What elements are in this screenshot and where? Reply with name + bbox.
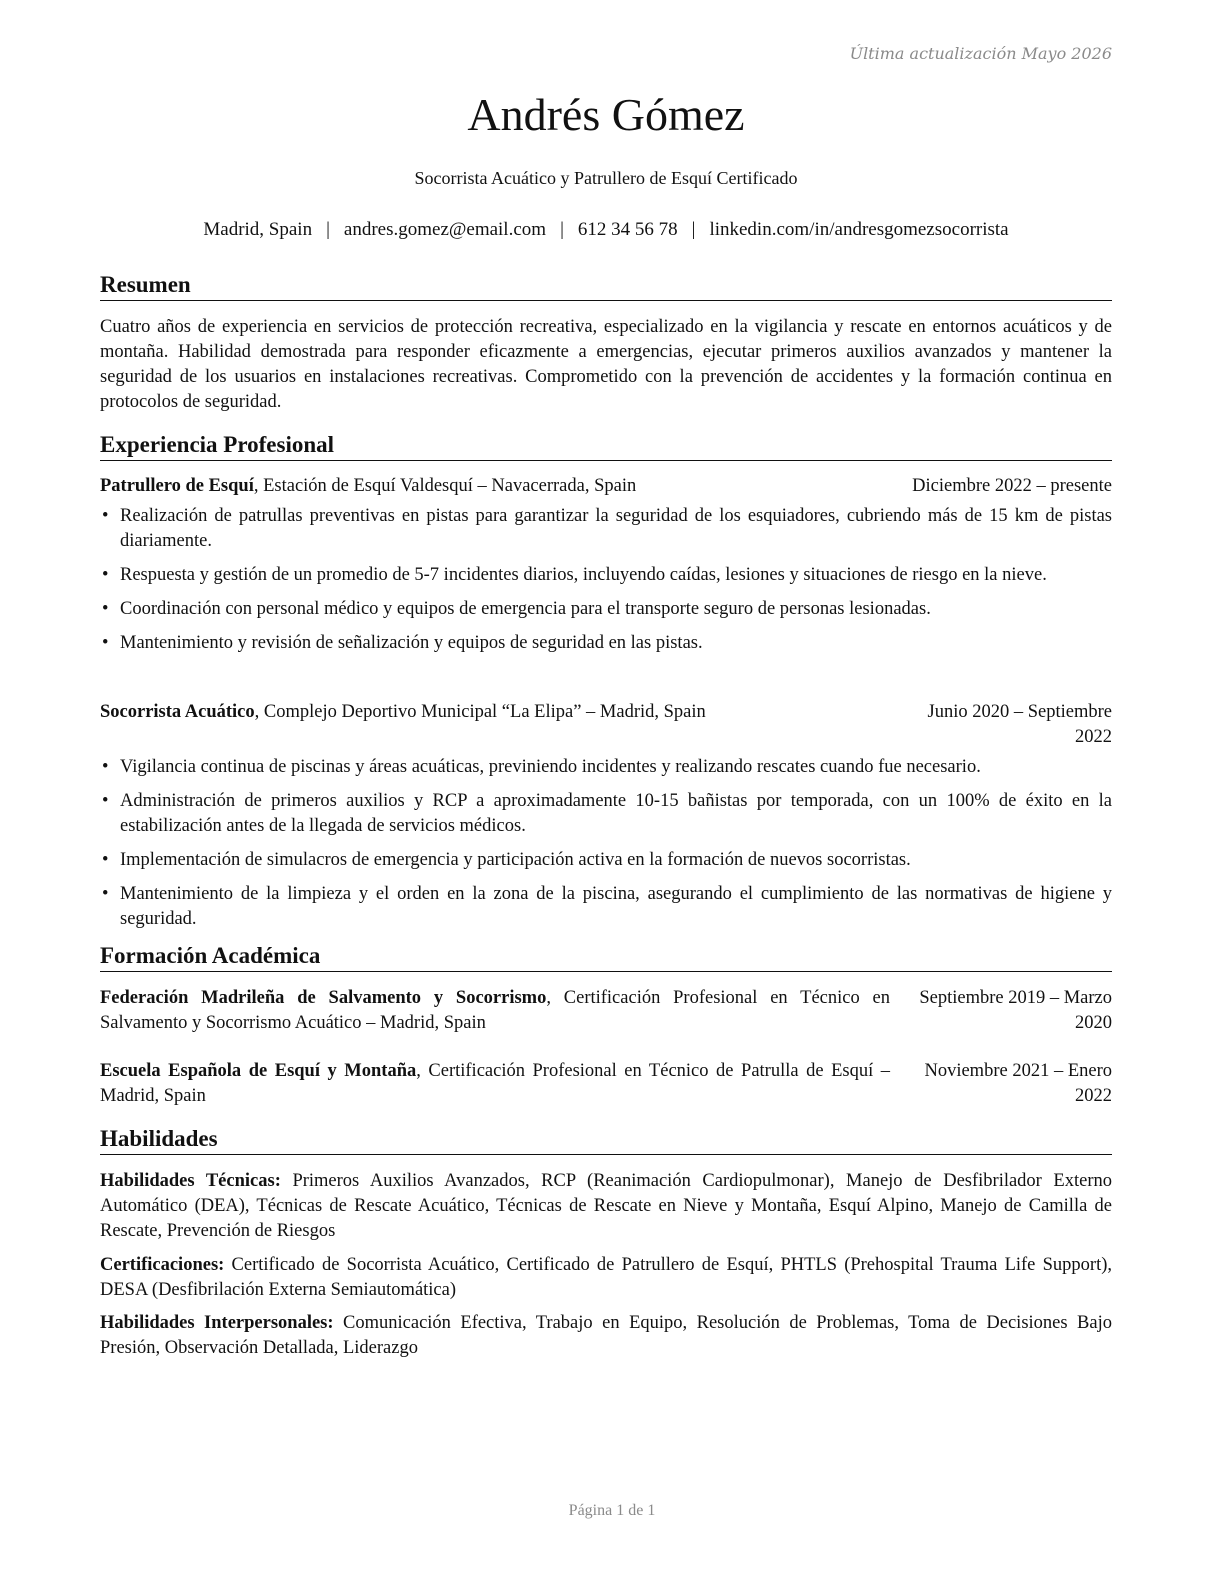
headline: Socorrista Acuático y Patrullero de Esquí Certificado: [414, 168, 798, 188]
bullet-item: • Respuesta y gestión de un promedio de 5-7 incidentes diarios, incluyendo caídas, lesiones y situaciones de riesgo en la nieve.: [100, 563, 1112, 588]
education-dates-end: 2022: [1075, 1086, 1112, 1106]
section-title-skills: Habilidades: [100, 1124, 1112, 1155]
job-role: Socorrista Acuático: [100, 702, 255, 722]
skills-text: Certificado de Socorrista Acuático, Certificado de Patrullero de Esquí, PHTLS (Prehospital Trauma Life Support), DESA (Desfibrilación Externa Semiautomática): [100, 1255, 1112, 1300]
last-updated: Última actualización Mayo 2026: [849, 44, 1112, 63]
job-org: , Complejo Deportivo Municipal “La Elipa” – Madrid, Spain: [254, 702, 706, 722]
education-dates: Septiembre 2019 – Marzo: [919, 988, 1112, 1008]
job-org: , Estación de Esquí Valdesquí – Navacerrada, Spain: [253, 476, 637, 496]
education-dates: Noviembre 2021 – Enero: [924, 1061, 1112, 1081]
contact-email[interactable]: andres.gomez@email.com: [343, 219, 547, 240]
contact-separator: |: [326, 219, 330, 240]
skills-row-technical: [100, 1169, 1112, 1244]
bullet-item: • Mantenimiento y revisión de señalización y equipos de seguridad en las pistas.: [100, 631, 1112, 656]
education-institution: Federación Madrileña de Salvamento y Socorrismo: [100, 988, 547, 1008]
section-title-experience: Experiencia Profesional: [100, 430, 1112, 461]
bullet-item: • Mantenimiento de la limpieza y el orden en la zona de la piscina, asegurando el cumplimiento de las normativas de higiene y seguridad.: [100, 882, 1112, 932]
job-bullets: [100, 755, 1112, 941]
job-role: Patrullero de Esquí: [100, 476, 254, 496]
contact-location: Madrid, Spain: [203, 219, 313, 240]
education-item: [100, 986, 1112, 1036]
job-header: [100, 700, 1112, 750]
job-dates: Diciembre 2022 – presente: [912, 476, 1112, 496]
education-detail: , Certificación Profesional en Técnico en Salvamento y Socorrismo Acuático – Madrid, Spain: [100, 988, 890, 1033]
education-institution: Escuela Española de Esquí y Montaña: [100, 1061, 417, 1081]
skills-row-interpersonal: [100, 1311, 1112, 1361]
bullet-item: • Coordinación con personal médico y equipos de emergencia para el transporte seguro de personas lesionadas.: [100, 597, 1112, 622]
skills-label: Habilidades Interpersonales:: [100, 1313, 334, 1333]
skills-text: Comunicación Efectiva, Trabajo en Equipo, Resolución de Problemas, Toma de Decisiones Bajo Presión, Observación Detallada, Liderazgo: [100, 1313, 1112, 1358]
job-dates: Junio 2020 – Septiembre: [927, 702, 1112, 722]
skills-label: Habilidades Técnicas:: [100, 1171, 281, 1191]
education-dates-end: 2020: [1075, 1013, 1112, 1033]
contact-linkedin[interactable]: linkedin.com/in/andresgomezsocorrista: [709, 219, 1009, 240]
bullet-item: • Realización de patrullas preventivas en pistas para garantizar la seguridad de los esquiadores, cubriendo más de 15 km de pistas diariamente.: [100, 504, 1112, 554]
skills-row-certifications: [100, 1253, 1112, 1303]
page-number: Página 1 de 1: [568, 1502, 656, 1519]
skills-label: Certificaciones:: [100, 1255, 225, 1275]
bullet-item: • Implementación de simulacros de emergencia y participación activa en la formación de nuevos socorristas.: [100, 848, 1112, 873]
education-detail: , Certificación Profesional en Técnico de Patrulla de Esquí – Madrid, Spain: [100, 1061, 890, 1106]
job-bullets: [100, 504, 1112, 665]
education-item: [100, 1059, 1112, 1109]
section-title-education: Formación Académica: [100, 941, 1112, 972]
bullet-item: • Administración de primeros auxilios y RCP a aproximadamente 10-15 bañistas por temporada, con un 100% de éxito en la estabilización antes de la llegada de servicios médicos.: [100, 789, 1112, 839]
contact-separator: |: [691, 219, 696, 240]
bullet-item: • Vigilancia continua de piscinas y áreas acuáticas, previniendo incidentes y realizando rescates cuando fue necesario.: [100, 755, 1112, 780]
candidate-name: Andrés Gómez: [467, 89, 745, 140]
job-dates-end: 2022: [1075, 727, 1112, 747]
contact-phone: 612 34 56 78: [577, 219, 678, 240]
contact-line: [100, 219, 1112, 241]
contact-separator: |: [560, 219, 564, 240]
section-title-summary: Resumen: [100, 270, 1112, 301]
summary-text: Cuatro años de experiencia en servicios de protección recreativa, especializado en la vigilancia y rescate en entornos acuáticos y de montaña. Habilidad demostrada para responder eficazmente a emergencias, ejecutar primeros auxilios avanzados y mantener la seguridad de los usuarios en instalaciones recreativas. Comprometido con la prevención de accidentes y la formación continua en protocolos de seguridad.: [100, 317, 1112, 412]
skills-text: Primeros Auxilios Avanzados, RCP (Reanimación Cardiopulmonar), Manejo de Desfibrilador Externo Automático (DEA), Técnicas de Rescate Acuático, Técnicas de Rescate en Nieve y Montaña, Esquí Alpino, Manejo de Camilla de Rescate, Prevención de Riesgos: [100, 1171, 1112, 1241]
